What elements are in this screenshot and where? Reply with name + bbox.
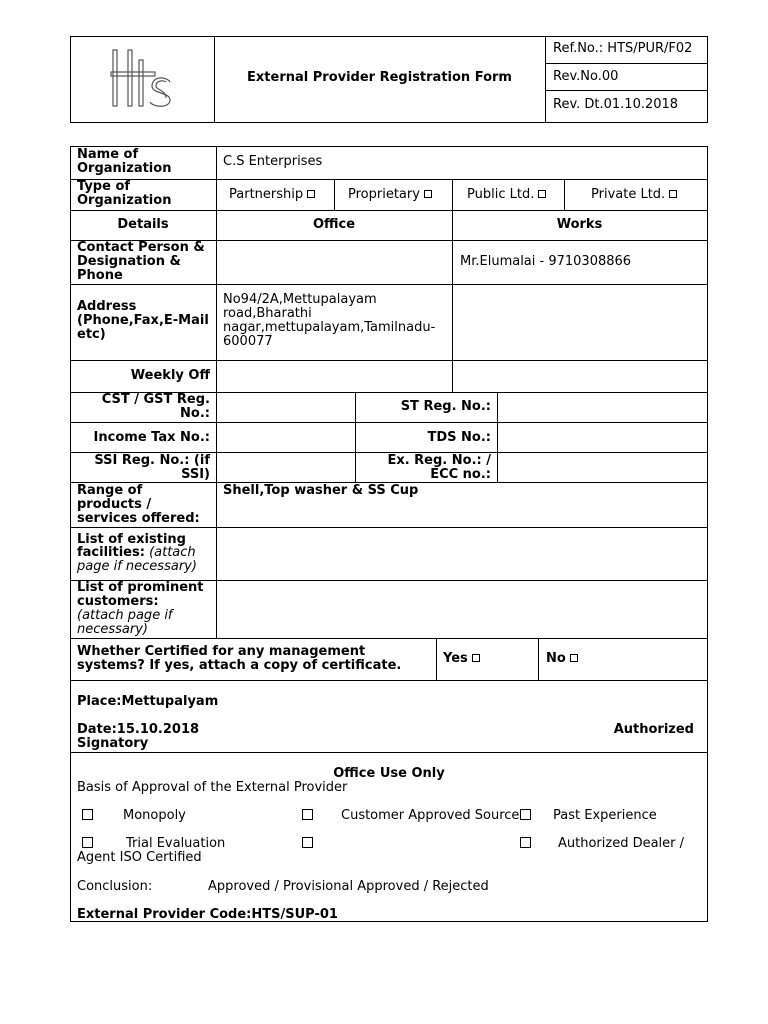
type-private-option[interactable] xyxy=(591,188,677,202)
proprietary-checkbox-icon[interactable] xyxy=(424,190,432,198)
name-of-org-value: C.S Enterprises xyxy=(223,154,323,169)
conclusion-label: Conclusion: xyxy=(77,879,153,894)
ex-reg-label: Ex. Reg. No.: / xyxy=(387,453,491,468)
address-label: Address xyxy=(77,299,137,314)
type-partnership-option[interactable] xyxy=(229,188,315,202)
date-text: Date:15.10.2018 xyxy=(77,722,200,737)
range-products-label-3: services offered: xyxy=(77,511,200,526)
office-use-title: Office Use Only xyxy=(333,766,445,781)
company-logo xyxy=(108,46,174,110)
address-office-line-3: nagar,mettupalayam,Tamilnadu- xyxy=(223,320,436,335)
type-proprietary-option[interactable] xyxy=(348,188,432,202)
customer-approved-label: Customer Approved Source xyxy=(341,808,520,823)
revision-date: Rev. Dt.01.10.2018 xyxy=(553,97,679,112)
certified-yes-option[interactable] xyxy=(443,652,480,666)
place-text: Place:Mettupalyam xyxy=(77,694,219,709)
no-checkbox-icon[interactable] xyxy=(570,654,578,662)
ex-reg-label-2: ECC no.: xyxy=(430,467,491,482)
authorized-text: Authorized xyxy=(613,722,694,737)
range-products-label-2: products / xyxy=(77,497,152,512)
customers-label: List of prominent xyxy=(77,580,204,595)
type-of-org-label: Type of xyxy=(77,179,131,194)
office-column-header: Office xyxy=(312,217,356,232)
ref-number: Ref.No.: HTS/PUR/F02 xyxy=(553,41,693,56)
address-label-3: etc) xyxy=(77,327,106,342)
trial-evaluation-checkbox[interactable] xyxy=(82,837,93,848)
public-checkbox-icon[interactable] xyxy=(538,190,546,198)
hts-logo-icon xyxy=(108,46,174,110)
past-experience-label: Past Experience xyxy=(553,808,657,823)
conclusion-options: Approved / Provisional Approved / Rejected xyxy=(208,879,489,894)
private-checkbox-icon[interactable] xyxy=(669,190,677,198)
customers-label-3: (attach page if xyxy=(77,608,173,623)
revision-number: Rev.No.00 xyxy=(553,69,619,84)
facilities-label-2 xyxy=(77,546,196,560)
facilities-label-italic: (attach xyxy=(149,545,196,560)
partnership-checkbox-icon[interactable] xyxy=(307,190,315,198)
signatory-text: Signatory xyxy=(77,736,149,751)
cst-gst-label: CST / GST Reg. xyxy=(101,392,210,407)
external-provider-code: External Provider Code:HTS/SUP-01 xyxy=(77,907,338,922)
yes-checkbox-icon[interactable] xyxy=(472,654,480,662)
income-tax-label: Income Tax No.: xyxy=(93,430,210,445)
address-office-line-2: road,Bharathi xyxy=(223,306,312,321)
type-partnership-label: Partnership xyxy=(229,187,304,202)
ssi-reg-label-2: SSI) xyxy=(181,467,210,482)
facilities-label-bold: facilities: xyxy=(77,545,145,560)
range-products-label: Range of xyxy=(77,483,143,498)
certified-label: Whether Certified for any management xyxy=(77,644,366,659)
tds-label: TDS No.: xyxy=(427,430,491,445)
customers-label-4: necessary) xyxy=(77,622,149,637)
cst-gst-label-2: No.: xyxy=(180,406,210,421)
certified-label-2: systems? If yes, attach a copy of certificate. xyxy=(77,658,402,673)
contact-works-value: Mr.Elumalai - 9710308866 xyxy=(460,254,632,269)
type-of-org-label-2: Organization xyxy=(77,193,172,208)
type-public-option[interactable] xyxy=(467,188,546,202)
name-of-org-label: Name of xyxy=(77,147,139,162)
monopoly-label: Monopoly xyxy=(123,808,186,823)
contact-person-label-3: Phone xyxy=(77,268,123,283)
trial-evaluation-label: Trial Evaluation xyxy=(126,836,226,851)
authorized-dealer-label: Authorized Dealer / xyxy=(558,836,685,851)
agent-iso-label: Agent ISO Certified xyxy=(77,850,202,865)
works-column-header: Works xyxy=(556,217,603,232)
address-office-line-4: 600077 xyxy=(223,334,273,349)
address-office-line-1: No94/2A,Mettupalayam xyxy=(223,292,377,307)
certified-no-label: No xyxy=(546,651,566,666)
facilities-label-3: page if necessary) xyxy=(77,559,197,574)
customer-approved-checkbox[interactable] xyxy=(302,809,313,820)
contact-person-label-2: Designation & xyxy=(77,254,181,269)
customers-label-2: customers: xyxy=(77,594,159,609)
basis-of-approval-text: Basis of Approval of the External Provider xyxy=(77,780,348,795)
authorized-dealer-checkbox[interactable] xyxy=(520,837,531,848)
weekly-off-label: Weekly Off xyxy=(130,368,210,383)
certified-yes-label: Yes xyxy=(443,651,468,666)
type-proprietary-label: Proprietary xyxy=(348,187,420,202)
contact-person-label: Contact Person & xyxy=(77,240,205,255)
past-experience-checkbox[interactable] xyxy=(520,809,531,820)
name-of-org-label-2: Organization xyxy=(77,161,172,176)
facilities-label: List of existing xyxy=(77,532,186,547)
iso-certified-checkbox[interactable] xyxy=(302,837,313,848)
details-column-header: Details xyxy=(117,217,169,232)
monopoly-checkbox[interactable] xyxy=(82,809,93,820)
range-products-value: Shell,Top washer & SS Cup xyxy=(223,483,419,498)
certified-no-option[interactable] xyxy=(546,652,578,666)
type-public-label: Public Ltd. xyxy=(467,187,535,202)
form-title: External Provider Registration Form xyxy=(247,70,512,85)
address-label-2: (Phone,Fax,E-Mail xyxy=(77,313,209,328)
st-reg-label: ST Reg. No.: xyxy=(400,399,491,414)
type-private-label: Private Ltd. xyxy=(591,187,666,202)
ssi-reg-label: SSI Reg. No.: (if xyxy=(94,453,210,468)
